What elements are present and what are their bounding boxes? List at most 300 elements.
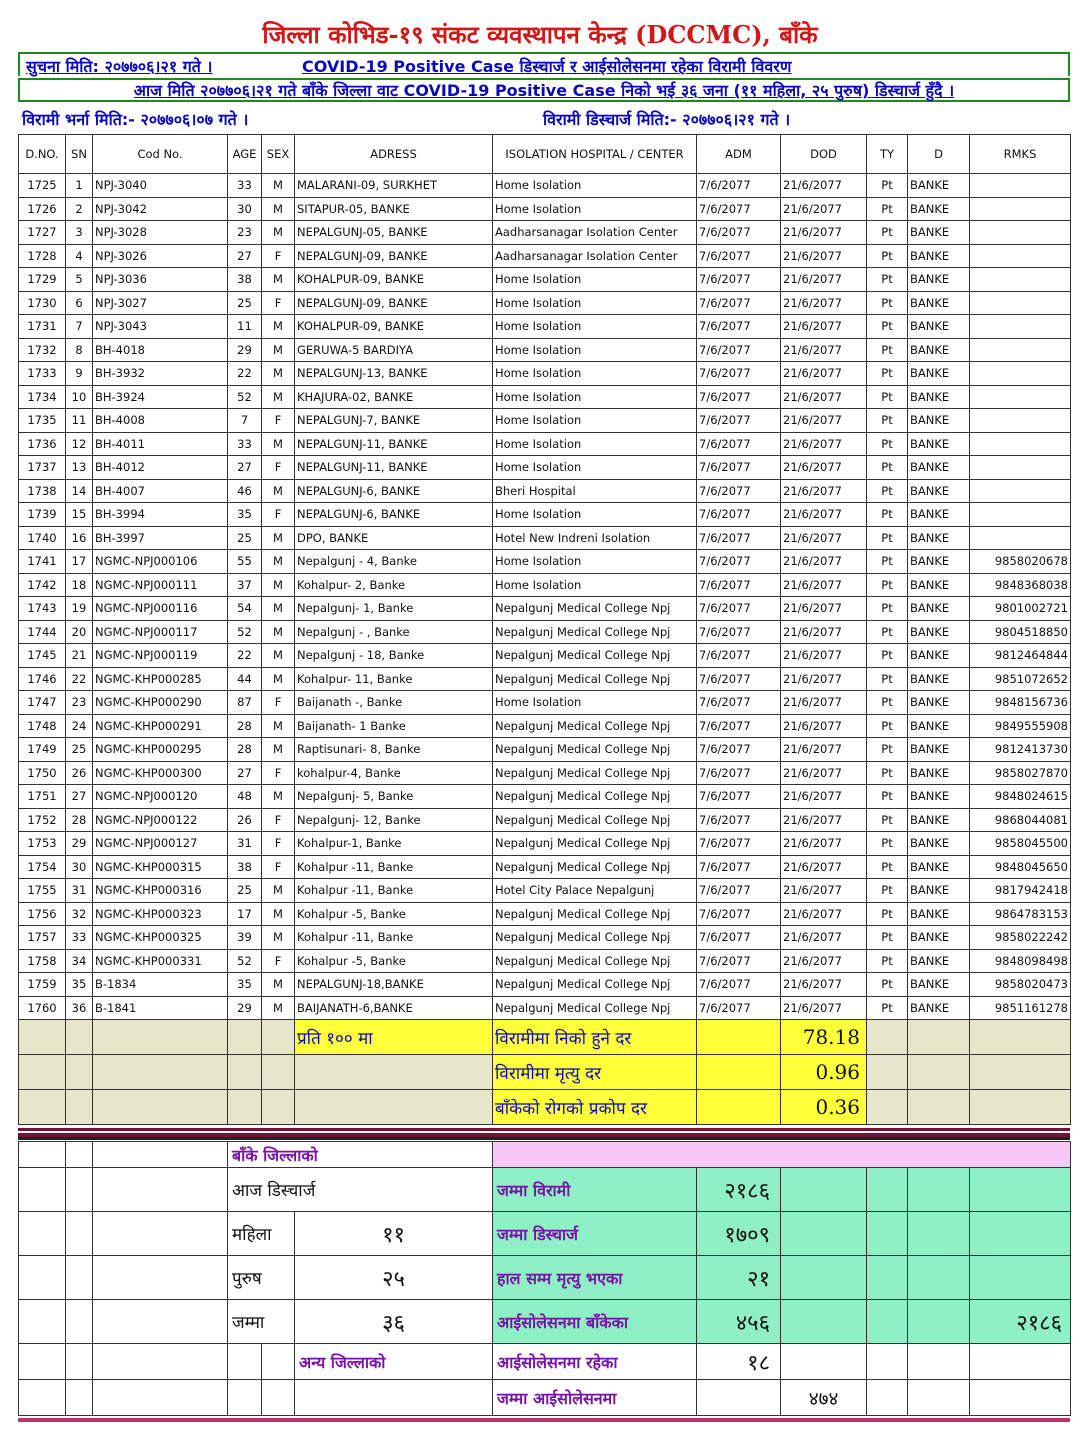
- cell-code: NPJ-3042: [93, 197, 228, 221]
- cell-ty: Pt: [867, 503, 908, 527]
- cell-address: Kohalpur -5, Banke: [295, 902, 493, 926]
- cell-adm: 7/6/2077: [697, 409, 781, 433]
- cell-dno: 1751: [19, 785, 66, 809]
- cell-sex: M: [262, 644, 295, 668]
- cell-isolation: Nepalgunj Medical College Npj: [493, 808, 697, 832]
- cell-remarks: 9848024615: [970, 785, 1071, 809]
- column-header-district: D: [908, 135, 970, 174]
- cell-district: BANKE: [908, 244, 970, 268]
- cell-address: NEPALGUNJ-05, BANKE: [295, 221, 493, 245]
- cell-district: BANKE: [908, 503, 970, 527]
- cell-address: NEPALGUNJ-6, BANKE: [295, 503, 493, 527]
- cell-sn: 10: [66, 385, 93, 409]
- cell-dod: 21/6/2077: [781, 315, 867, 339]
- cell-dod: 21/6/2077: [781, 174, 867, 198]
- other-district-label: अन्य जिल्लाको: [295, 1344, 493, 1380]
- cell-code: NGMC-KHP000285: [93, 667, 228, 691]
- death-rate-label: विरामीमा मृत्यु दर: [493, 1055, 697, 1090]
- cell-dod: 21/6/2077: [781, 761, 867, 785]
- cell-dod: 21/6/2077: [781, 197, 867, 221]
- cell-dno: 1758: [19, 949, 66, 973]
- column-header-ty: TY: [867, 135, 908, 174]
- recovery-rate-label: विरामीमा निको हुने दर: [493, 1020, 697, 1055]
- cell-dno: 1735: [19, 409, 66, 433]
- table-body: [19, 174, 1071, 1020]
- table-row: [19, 550, 1071, 574]
- cell-isolation: Home Isolation: [493, 456, 697, 480]
- cell-dno: 1741: [19, 550, 66, 574]
- cell-isolation: Home Isolation: [493, 268, 697, 292]
- cell-isolation: Home Isolation: [493, 315, 697, 339]
- cell-sex: M: [262, 479, 295, 503]
- other-isolation-label: आईसोलेसनमा रहेका: [493, 1344, 697, 1380]
- cell-sn: 18: [66, 573, 93, 597]
- cell-remarks: 9858045500: [970, 832, 1071, 856]
- cell-sn: 3: [66, 221, 93, 245]
- cell-dno: 1740: [19, 526, 66, 550]
- table-row: [19, 456, 1071, 480]
- cell-adm: 7/6/2077: [697, 268, 781, 292]
- table-row: [19, 385, 1071, 409]
- cell-adm: 7/6/2077: [697, 573, 781, 597]
- cell-remarks: [970, 174, 1071, 198]
- cell-dno: 1739: [19, 503, 66, 527]
- notice-subject: COVID-19 Positive Case डिस्चार्ज र आईसोलेसनमा रहेका विरामी विवरण: [302, 57, 792, 76]
- cell-code: BH-3924: [93, 385, 228, 409]
- cell-sex: M: [262, 620, 295, 644]
- cell-sn: 8: [66, 338, 93, 362]
- cell-isolation: Home Isolation: [493, 338, 697, 362]
- cell-isolation: Nepalgunj Medical College Npj: [493, 973, 697, 997]
- total-discharge-label: जम्मा डिस्चार्ज: [493, 1212, 697, 1256]
- cell-remarks: [970, 244, 1071, 268]
- cell-dno: 1754: [19, 855, 66, 879]
- cell-dod: 21/6/2077: [781, 926, 867, 950]
- cell-adm: 7/6/2077: [697, 808, 781, 832]
- cell-sn: 7: [66, 315, 93, 339]
- cell-district: BANKE: [908, 996, 970, 1020]
- cell-dod: 21/6/2077: [781, 526, 867, 550]
- cell-ty: Pt: [867, 268, 908, 292]
- table-row: [19, 432, 1071, 456]
- cell-district: BANKE: [908, 714, 970, 738]
- cell-dod: 21/6/2077: [781, 244, 867, 268]
- cell-code: NPJ-3036: [93, 268, 228, 292]
- cell-remarks: [970, 409, 1071, 433]
- cell-district: BANKE: [908, 315, 970, 339]
- cell-adm: 7/6/2077: [697, 362, 781, 386]
- cell-adm: 7/6/2077: [697, 761, 781, 785]
- cell-dod: 21/6/2077: [781, 667, 867, 691]
- cell-age: 31: [228, 832, 262, 856]
- cell-ty: Pt: [867, 902, 908, 926]
- table-row: [19, 503, 1071, 527]
- cell-ty: Pt: [867, 973, 908, 997]
- cell-remarks: 9858020678: [970, 550, 1071, 574]
- cell-code: BH-4012: [93, 456, 228, 480]
- cell-code: BH-4008: [93, 409, 228, 433]
- cell-age: 46: [228, 479, 262, 503]
- cell-address: Nepalgunj - 4, Banke: [295, 550, 493, 574]
- table-row: [19, 221, 1071, 245]
- cell-ty: Pt: [867, 785, 908, 809]
- table-row: [19, 973, 1071, 997]
- table-row: [19, 174, 1071, 198]
- cell-dno: 1729: [19, 268, 66, 292]
- cell-dno: 1747: [19, 691, 66, 715]
- cell-dno: 1759: [19, 973, 66, 997]
- cell-dod: 21/6/2077: [781, 479, 867, 503]
- cell-code: BH-4018: [93, 338, 228, 362]
- cell-age: 28: [228, 738, 262, 762]
- cell-code: B-1834: [93, 973, 228, 997]
- table-row: [19, 714, 1071, 738]
- cell-address: Kohalpur -11, Banke: [295, 879, 493, 903]
- cell-dod: 21/6/2077: [781, 221, 867, 245]
- cell-dod: 21/6/2077: [781, 409, 867, 433]
- cell-address: Baijanath- 1 Banke: [295, 714, 493, 738]
- cell-ty: Pt: [867, 221, 908, 245]
- cell-age: 33: [228, 432, 262, 456]
- column-header-sex: SEX: [262, 135, 295, 174]
- total-label: जम्मा: [228, 1300, 295, 1344]
- cell-age: 52: [228, 949, 262, 973]
- cell-remarks: 9801002721: [970, 597, 1071, 621]
- stats-block: [19, 1020, 1071, 1125]
- cell-sn: 31: [66, 879, 93, 903]
- cell-code: NGMC-KHP000316: [93, 879, 228, 903]
- cell-address: MALARANI-09, SURKHET: [295, 174, 493, 198]
- separator-band: [18, 1128, 1070, 1140]
- cell-ty: Pt: [867, 432, 908, 456]
- prevalence-rate-value: 0.36: [781, 1090, 867, 1125]
- cell-age: 39: [228, 926, 262, 950]
- cell-remarks: [970, 197, 1071, 221]
- cell-district: BANKE: [908, 550, 970, 574]
- cell-address: Nepalgunj- 5, Banke: [295, 785, 493, 809]
- cell-isolation: Home Isolation: [493, 362, 697, 386]
- cell-sex: F: [262, 832, 295, 856]
- cell-dno: 1743: [19, 597, 66, 621]
- cell-age: 33: [228, 174, 262, 198]
- cell-district: BANKE: [908, 761, 970, 785]
- total-patients-label: जम्मा विरामी: [493, 1168, 697, 1212]
- cell-sex: M: [262, 550, 295, 574]
- cell-sex: M: [262, 902, 295, 926]
- table-row: [19, 949, 1071, 973]
- cell-code: NGMC-NPJ000119: [93, 644, 228, 668]
- cell-address: Kohalpur-1, Banke: [295, 832, 493, 856]
- cell-adm: 7/6/2077: [697, 738, 781, 762]
- cell-age: 28: [228, 714, 262, 738]
- cell-age: 37: [228, 573, 262, 597]
- cell-dno: 1731: [19, 315, 66, 339]
- cell-isolation: Nepalgunj Medical College Npj: [493, 714, 697, 738]
- cell-district: BANKE: [908, 174, 970, 198]
- cell-isolation: Nepalgunj Medical College Npj: [493, 996, 697, 1020]
- cell-sex: M: [262, 268, 295, 292]
- table-row: [19, 855, 1071, 879]
- cell-sex: M: [262, 573, 295, 597]
- cell-district: BANKE: [908, 973, 970, 997]
- cell-dod: 21/6/2077: [781, 291, 867, 315]
- cell-dno: 1755: [19, 879, 66, 903]
- cell-address: Kohalpur- 2, Banke: [295, 573, 493, 597]
- cell-isolation: Hotel New Indreni Isolation: [493, 526, 697, 550]
- cell-dno: 1750: [19, 761, 66, 785]
- today-summary: आज मिति २०७७०६।२१ गते बाँके जिल्ला वाट COVID-19 Positive Case निको भई ३६ जना (११ महिला, २५ पुरुष) डिस्चार्ज हुँदै ।: [133, 81, 955, 100]
- cell-district: BANKE: [908, 879, 970, 903]
- total-isolation-label: जम्मा आईसोलेसनमा: [493, 1380, 697, 1416]
- column-header-dod: DOD: [781, 135, 867, 174]
- cell-district: BANKE: [908, 362, 970, 386]
- table-row: [19, 315, 1071, 339]
- cell-sn: 32: [66, 902, 93, 926]
- cell-remarks: [970, 503, 1071, 527]
- cell-address: NEPALGUNJ-11, BANKE: [295, 432, 493, 456]
- cell-sn: 30: [66, 855, 93, 879]
- cell-ty: Pt: [867, 832, 908, 856]
- bottom-border: [18, 1418, 1070, 1422]
- cell-sex: F: [262, 949, 295, 973]
- cell-address: Baijanath -, Banke: [295, 691, 493, 715]
- cell-district: BANKE: [908, 949, 970, 973]
- cell-sex: M: [262, 221, 295, 245]
- cell-ty: Pt: [867, 691, 908, 715]
- cell-dod: 21/6/2077: [781, 573, 867, 597]
- cell-dno: 1727: [19, 221, 66, 245]
- cell-dod: 21/6/2077: [781, 996, 867, 1020]
- cell-isolation: Nepalgunj Medical College Npj: [493, 620, 697, 644]
- cell-sex: M: [262, 785, 295, 809]
- table-row: [19, 691, 1071, 715]
- cell-address: Nepalgunj - 18, Banke: [295, 644, 493, 668]
- cell-sn: 35: [66, 973, 93, 997]
- cell-age: 52: [228, 385, 262, 409]
- cell-district: BANKE: [908, 409, 970, 433]
- recovery-rate-value: 78.18: [781, 1020, 867, 1055]
- cell-remarks: 9848045650: [970, 855, 1071, 879]
- cell-dod: 21/6/2077: [781, 879, 867, 903]
- column-header-isolation: ISOLATION HOSPITAL / CENTER: [493, 135, 697, 174]
- cell-ty: Pt: [867, 338, 908, 362]
- cell-adm: 7/6/2077: [697, 503, 781, 527]
- cell-sn: 6: [66, 291, 93, 315]
- cell-dno: 1736: [19, 432, 66, 456]
- cell-age: 25: [228, 879, 262, 903]
- cell-dno: 1745: [19, 644, 66, 668]
- cell-code: BH-3932: [93, 362, 228, 386]
- table-row: [19, 244, 1071, 268]
- cell-dno: 1753: [19, 832, 66, 856]
- cell-ty: Pt: [867, 620, 908, 644]
- cell-isolation: Nepalgunj Medical College Npj: [493, 855, 697, 879]
- cell-district: BANKE: [908, 432, 970, 456]
- cell-age: 35: [228, 503, 262, 527]
- cell-age: 25: [228, 291, 262, 315]
- cell-dod: 21/6/2077: [781, 268, 867, 292]
- cell-sn: 15: [66, 503, 93, 527]
- cell-remarks: 9858022242: [970, 926, 1071, 950]
- table-row: [19, 479, 1071, 503]
- table-row: [19, 644, 1071, 668]
- cell-dno: 1733: [19, 362, 66, 386]
- cell-ty: Pt: [867, 550, 908, 574]
- cell-sn: 20: [66, 620, 93, 644]
- cell-isolation: Home Isolation: [493, 573, 697, 597]
- district-heading: बाँके जिल्लाको: [228, 1142, 493, 1168]
- cell-dod: 21/6/2077: [781, 362, 867, 386]
- cell-dod: 21/6/2077: [781, 785, 867, 809]
- table-row: [19, 362, 1071, 386]
- cell-adm: 7/6/2077: [697, 174, 781, 198]
- cell-adm: 7/6/2077: [697, 620, 781, 644]
- table-row: [19, 620, 1071, 644]
- cell-code: NGMC-KHP000315: [93, 855, 228, 879]
- cell-sn: 21: [66, 644, 93, 668]
- cell-district: BANKE: [908, 667, 970, 691]
- cell-dno: 1756: [19, 902, 66, 926]
- cell-age: 26: [228, 808, 262, 832]
- cell-age: 55: [228, 550, 262, 574]
- cell-dod: 21/6/2077: [781, 550, 867, 574]
- banke-isolation-label: आईसोलेसनमा बाँकेका: [493, 1300, 697, 1344]
- cell-adm: 7/6/2077: [697, 714, 781, 738]
- cell-address: kohalpur-4, Banke: [295, 761, 493, 785]
- cell-isolation: Home Isolation: [493, 174, 697, 198]
- cell-ty: Pt: [867, 714, 908, 738]
- cell-code: NPJ-3028: [93, 221, 228, 245]
- cell-remarks: 9804518850: [970, 620, 1071, 644]
- cell-code: NGMC-NPJ000122: [93, 808, 228, 832]
- cell-dno: 1737: [19, 456, 66, 480]
- cell-age: 48: [228, 785, 262, 809]
- cell-dod: 21/6/2077: [781, 691, 867, 715]
- cell-dno: 1752: [19, 808, 66, 832]
- table-row: [19, 902, 1071, 926]
- cell-district: BANKE: [908, 573, 970, 597]
- today-discharge-label: आज डिस्चार्ज: [228, 1168, 493, 1212]
- cell-sn: 9: [66, 362, 93, 386]
- cell-ty: Pt: [867, 409, 908, 433]
- cell-isolation: Home Isolation: [493, 432, 697, 456]
- cell-remarks: 9848156736: [970, 691, 1071, 715]
- cell-isolation: Nepalgunj Medical College Npj: [493, 926, 697, 950]
- cell-dno: 1725: [19, 174, 66, 198]
- cell-age: 30: [228, 197, 262, 221]
- cell-age: 52: [228, 620, 262, 644]
- cell-adm: 7/6/2077: [697, 973, 781, 997]
- cell-adm: 7/6/2077: [697, 949, 781, 973]
- cell-sn: 5: [66, 268, 93, 292]
- male-value: २५: [295, 1256, 493, 1300]
- table-row: [19, 197, 1071, 221]
- cell-sex: F: [262, 409, 295, 433]
- total-discharge-value: १७०९: [697, 1212, 781, 1256]
- cell-dno: 1760: [19, 996, 66, 1020]
- cell-sex: M: [262, 973, 295, 997]
- cell-remarks: [970, 362, 1071, 386]
- cell-dno: 1742: [19, 573, 66, 597]
- cell-code: NGMC-KHP000295: [93, 738, 228, 762]
- cell-ty: Pt: [867, 573, 908, 597]
- cell-remarks: 9851161278: [970, 996, 1071, 1020]
- cell-adm: 7/6/2077: [697, 785, 781, 809]
- cell-adm: 7/6/2077: [697, 315, 781, 339]
- cell-sex: F: [262, 691, 295, 715]
- cell-adm: 7/6/2077: [697, 644, 781, 668]
- cell-ty: Pt: [867, 738, 908, 762]
- cell-district: BANKE: [908, 691, 970, 715]
- dates-line: [18, 106, 1070, 130]
- cell-sn: 22: [66, 667, 93, 691]
- cell-isolation: Home Isolation: [493, 291, 697, 315]
- cell-ty: Pt: [867, 291, 908, 315]
- cell-remarks: [970, 221, 1071, 245]
- cell-district: BANKE: [908, 338, 970, 362]
- cell-isolation: Nepalgunj Medical College Npj: [493, 949, 697, 973]
- column-header-code: Cod No.: [93, 135, 228, 174]
- death-rate-value: 0.96: [781, 1055, 867, 1090]
- cell-sn: 33: [66, 926, 93, 950]
- cell-code: NPJ-3040: [93, 174, 228, 198]
- cell-age: 11: [228, 315, 262, 339]
- today-line: [18, 78, 1070, 102]
- cell-district: BANKE: [908, 221, 970, 245]
- cell-ty: Pt: [867, 667, 908, 691]
- admit-date: विरामी भर्ना मिति:- २०७७०६।०७ गते ।: [22, 110, 249, 129]
- cell-district: BANKE: [908, 902, 970, 926]
- cell-isolation: Bheri Hospital: [493, 479, 697, 503]
- cell-ty: Pt: [867, 385, 908, 409]
- cell-code: NGMC-NPJ000106: [93, 550, 228, 574]
- cell-district: BANKE: [908, 926, 970, 950]
- cell-district: BANKE: [908, 197, 970, 221]
- column-header-adm: ADM: [697, 135, 781, 174]
- cell-sex: M: [262, 879, 295, 903]
- cell-remarks: 9849555908: [970, 714, 1071, 738]
- cell-dod: 21/6/2077: [781, 620, 867, 644]
- cell-address: NEPALGUNJ-7, BANKE: [295, 409, 493, 433]
- cell-district: BANKE: [908, 526, 970, 550]
- cell-ty: Pt: [867, 479, 908, 503]
- cell-address: Kohalpur -11, Banke: [295, 855, 493, 879]
- cell-age: 17: [228, 902, 262, 926]
- cell-isolation: Nepalgunj Medical College Npj: [493, 667, 697, 691]
- column-header-age: AGE: [228, 135, 262, 174]
- cell-isolation: Home Isolation: [493, 503, 697, 527]
- cell-address: DPO, BANKE: [295, 526, 493, 550]
- cell-sn: 19: [66, 597, 93, 621]
- cell-dod: 21/6/2077: [781, 503, 867, 527]
- cell-adm: 7/6/2077: [697, 832, 781, 856]
- cell-dod: 21/6/2077: [781, 855, 867, 879]
- cell-sex: F: [262, 456, 295, 480]
- cell-ty: Pt: [867, 761, 908, 785]
- cell-isolation: Hotel City Palace Nepalgunj: [493, 879, 697, 903]
- cell-sn: 14: [66, 479, 93, 503]
- cell-dno: 1732: [19, 338, 66, 362]
- cell-adm: 7/6/2077: [697, 291, 781, 315]
- cell-address: KOHALPUR-09, BANKE: [295, 268, 493, 292]
- cell-sn: 25: [66, 738, 93, 762]
- cell-sex: M: [262, 526, 295, 550]
- cell-sn: 4: [66, 244, 93, 268]
- cell-dod: 21/6/2077: [781, 808, 867, 832]
- cell-code: NPJ-3027: [93, 291, 228, 315]
- cell-ty: Pt: [867, 197, 908, 221]
- cell-remarks: [970, 338, 1071, 362]
